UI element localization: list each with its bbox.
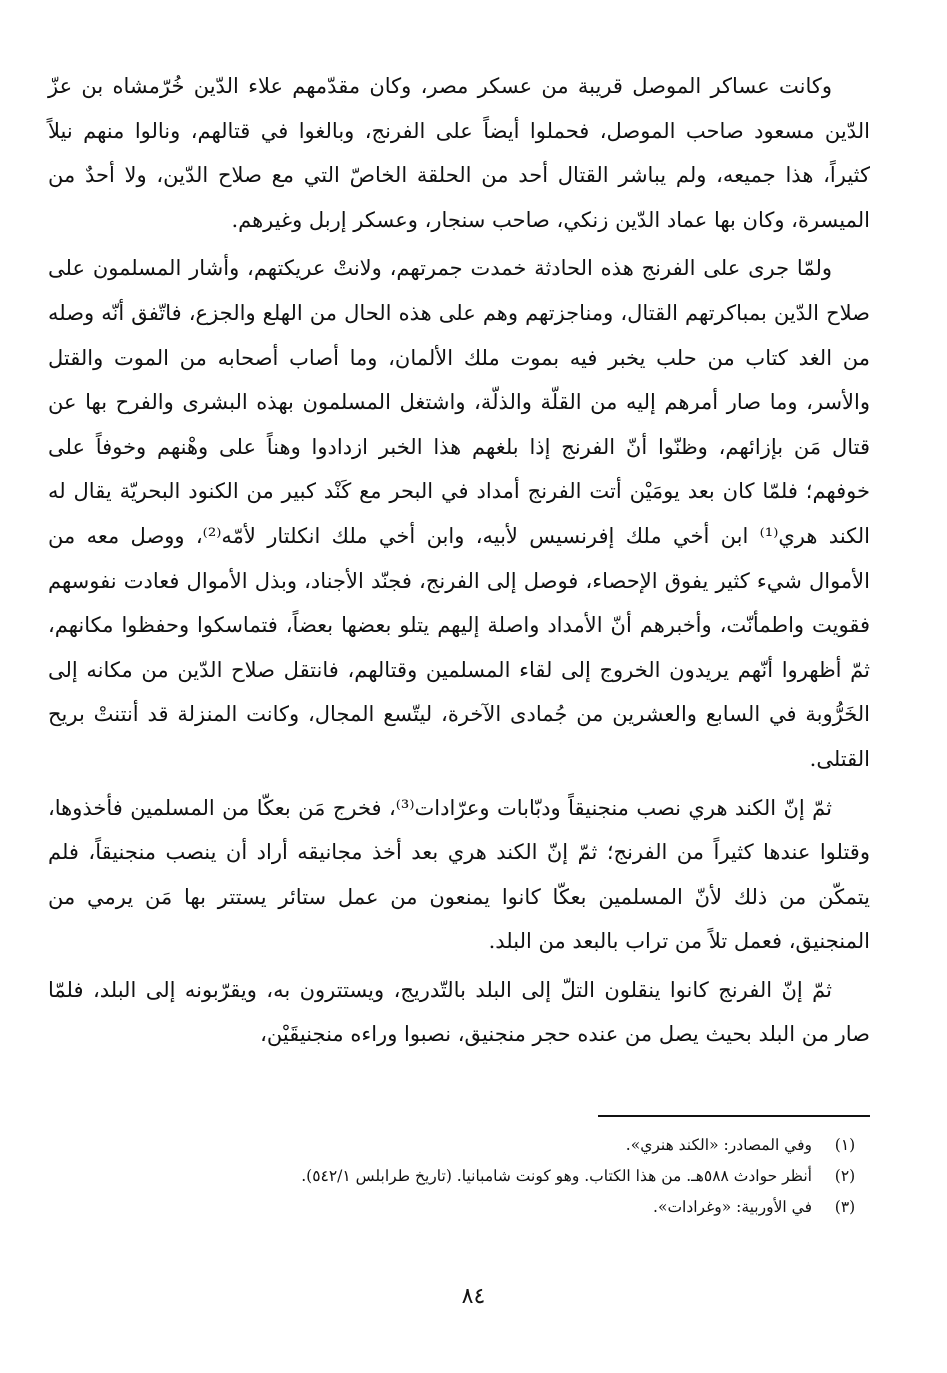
paragraph-3: ثمّ إنّ الكند هري نصب منجنيقاً ودبّابات وعرّادات⁽³⁾، فخرج مَن بعكّا من المسلمين فأخذوها، وقتلوا عندها كثيراً من الفرنج؛ ثمّ إنّ الكند هري بعد أخذ مجانيقه أراد أن ينصب منجنيقاً، فلم يتمكّن من ذلك لأنّ المسلمين بعكّا كانوا يمنعون من عمل ستائر يستتر بها مَن يرمي من المنجنيق، فعمل تلاً من تراب بالبعد من البلد.	[48, 795, 870, 954]
footnote-number: (٣)	[834, 1198, 856, 1216]
footnote-text: في الأوربية: «وغرادات».	[653, 1198, 812, 1216]
footnote-number: (٢)	[834, 1167, 856, 1185]
footnote-text: أنظر حوادث ٥٨٨هـ. من هذا الكتاب. وهو كونت شامبانيا. (تاريخ طرابلس ٥٤٢/١).	[301, 1167, 812, 1185]
footnotes	[48, 1130, 870, 1223]
page-number: ٨٤	[461, 1284, 486, 1309]
footnote-number: (١)	[834, 1136, 856, 1154]
paragraph-2: ولمّا جرى على الفرنج هذه الحادثة خمدت جمرتهم، ولانتْ عريكتهم، وأشار المسلمون على صلاح الدّين بمباكرتهم القتال، ومناجزتهم وهم على هذه الحال من الهلع والجزع، فاتّفق أنّه وصله من الغد كتاب من حلب يخبر فيه بموت ملك الألمان، وما أصاب أصحابه من الموت والقتل والأسر، وما صار أمرهم إليه من القلّة والذلّة، واشتغل المسلمون بهذه البشرى والفرح بها عن قتال مَن بإزائهم، وظنّوا أنّ الفرنج إذا بلغهم هذا الخبر ازدادوا وهناً على وهْنهم وخوفاً على خوفهم؛ فلمّا كان بعد يومَيْن أتت الفرنج أمداد في البحر مع كَنْد كبير من الكنود البحريّة يقال له الكند هري⁽¹⁾ ابن أخي ملك إفرنسيس لأبيه، وابن أخي ملك انكلتار لأمّه⁽²⁾، ووصل معه من الأموال شيء كثير يفوق الإحصاء، فوصل إلى الفرنج، فجنّد الأجناد، وبذل الأموال فعادت نفوسهم فقويت واطمأنّت، وأخبرهم أنّ الأمداد واصلة إليهم يتلو بعضها بعضاً، فتماسكوا وحفظوا مكانهم، ثمّ أظهروا أنّهم يريدون الخروج إلى لقاء المسلمين وقتالهم، فانتقل صلاح الدّين من مكانه إلى الخَرُّوبة في السابع والعشرين من جُمادى الآخرة، ليتّسع المجال، وكانت المنزلة قد أنتنتْ بريح القتلى.	[48, 256, 870, 771]
footnote-2	[48, 1161, 870, 1192]
paragraph-1: وكانت عساكر الموصل قريبة من عسكر مصر، وكان مقدّمهم علاء الدّين خُرّمشاه بن عزّ الدّين مسعود صاحب الموصل، فحملوا أيضاً على الفرنج، وبالغوا في قتالهم، ونالوا منهم نيلاً كثيراً، هذا جميعه، ولم يباشر القتال أحد من الحلقة الخاصّ التي مع صلاح الدّين، ولا أحدٌ من الميسرة، وكان بها عماد الدّين زنكي، صاحب سنجار، وعسكر إربل وغيرهم.	[48, 74, 870, 232]
paragraph-4: ثمّ إنّ الفرنج كانوا ينقلون التلّ إلى البلد بالتّدريج، ويستترون به، ويقرّبونه إلى البلد، فلمّا صار من البلد بحيث يصل من عنده حجر منجنيق، نصبوا وراءه منجنيقَيْن،	[48, 977, 870, 1047]
footnote-text: وفي المصادر: «الكند هنري».	[625, 1136, 812, 1154]
footnote-3	[48, 1192, 870, 1223]
footnote-1	[48, 1130, 870, 1161]
footnote-separator	[598, 1115, 870, 1117]
main-text	[48, 64, 870, 1061]
